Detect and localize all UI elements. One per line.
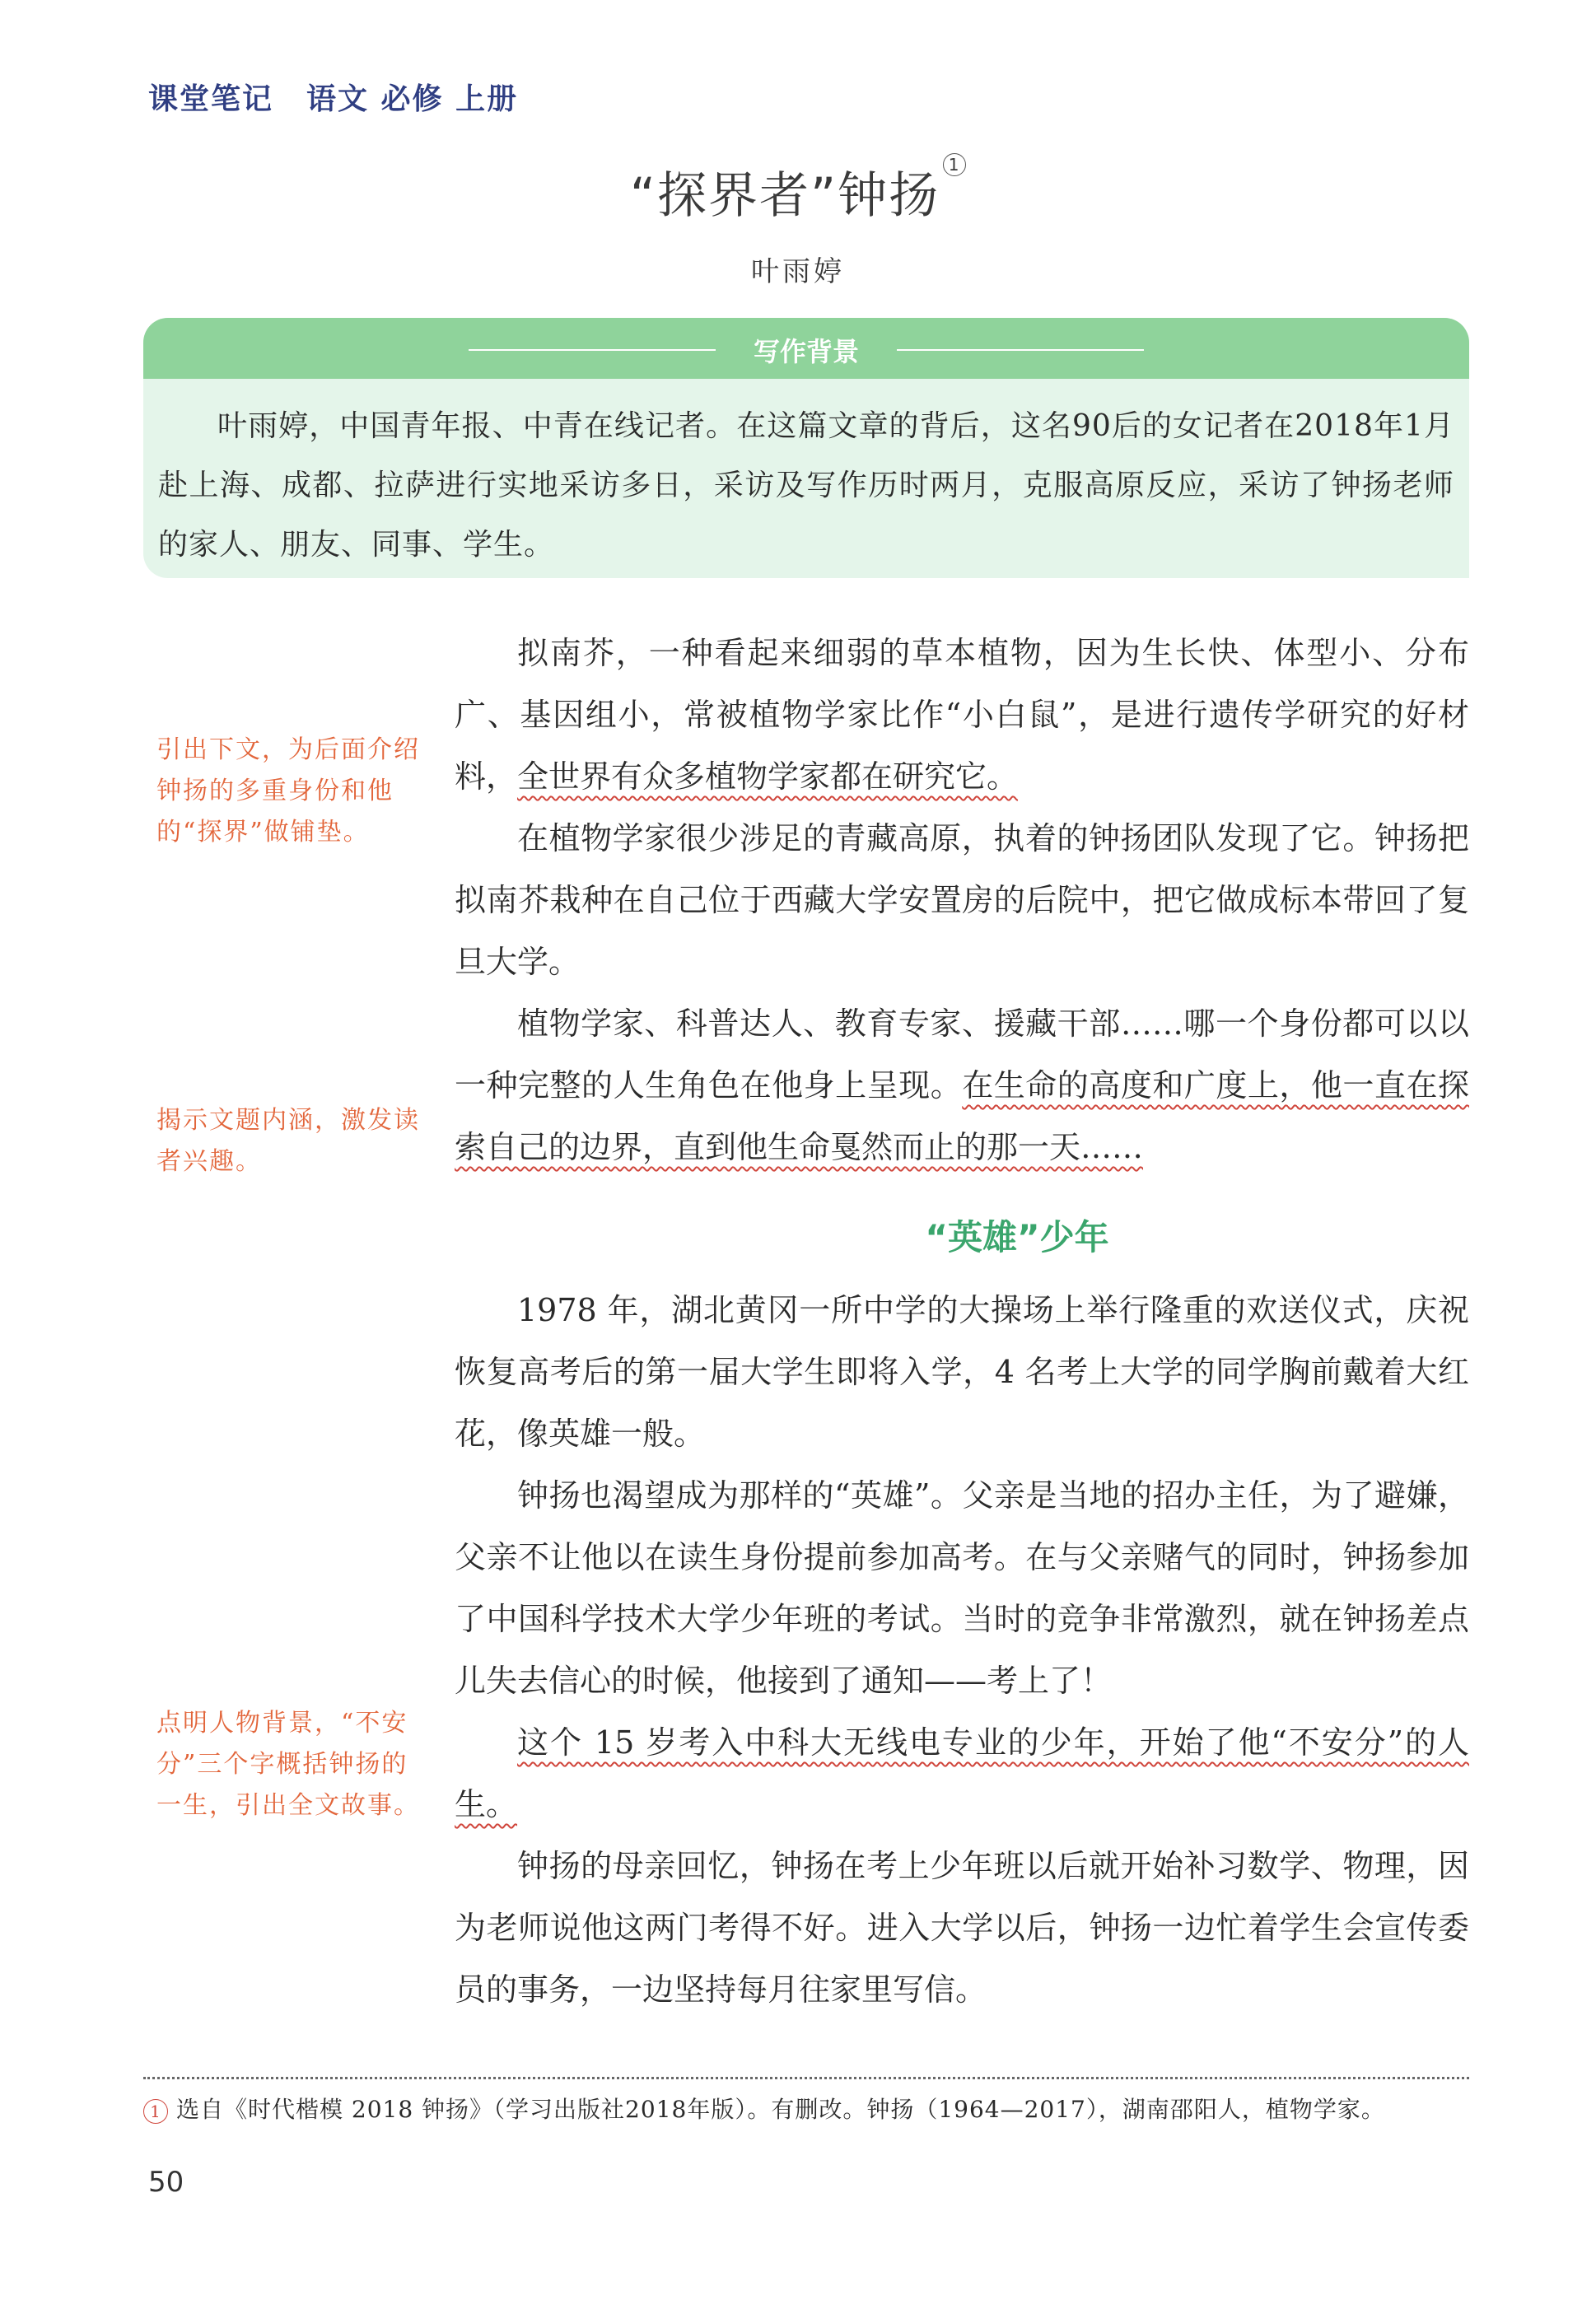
side-note: 揭示文题内涵，激发读者兴趣。 <box>156 1106 420 1176</box>
paragraph <box>455 993 1469 1178</box>
title-footnote-mark: 1 <box>943 153 966 176</box>
section-subheading: “英雄”少年 <box>925 1217 1109 1257</box>
paragraph <box>455 623 1469 808</box>
footnote-divider <box>143 2077 1469 2079</box>
writing-background-box <box>143 318 1469 578</box>
paragraph: 1978 年，湖北黄冈一所中学的大操场上举行隆重的欢送仪式，庆祝恢复高考后的第一届大学生即将入学，4 名考上大学的同学胸前戴着大红花，像英雄一般。 <box>455 1292 1469 1452</box>
book-header <box>148 76 551 118</box>
background-box-header <box>143 318 1469 379</box>
header-divider-right <box>897 349 1144 351</box>
paragraph: 钟扬也渴望成为那样的“英雄”。父亲是当地的招办主任，为了避嫌，父亲不让他以在读生身份提前参加高考。在与父亲赌气的同时，钟扬参加了中国科学技术大学少年班的考试。当时的竞争非常激烈，就在钟扬差点儿失去信心的时候，他接到了通知——考上了！ <box>455 1477 1469 1699</box>
paragraph: 钟扬的母亲回忆，钟扬在考上少年班以后就开始补习数学、物理，因为老师说他这两门考得不好。进入大学以后，钟扬一边忙着学生会宣传委员的事务，一边坚持每月往家里写信。 <box>455 1848 1469 2008</box>
article-body-part1 <box>455 623 1469 1178</box>
footnote-text: 选自《时代楷模 2018 钟扬》（学习出版社2018年版）。有删改。钟扬（1964—2017），湖南邵阳人，植物学家。 <box>176 2096 1385 2123</box>
page-number: 50 <box>148 2166 184 2199</box>
book-name: 课堂笔记 <box>148 82 274 116</box>
footnote <box>143 2092 1477 2125</box>
background-box-label: 写作背景 <box>753 336 859 367</box>
article-body-part2 <box>455 1280 1469 2021</box>
highlighted-sentence: 在生命的高度和广度上，他一直在探索自己的边界，直到他生命戛然而止的那一天…… <box>455 1067 1469 1165</box>
side-note: 引出下文，为后面介绍钟扬的多重身份和他的“探界”做铺垫。 <box>156 735 420 847</box>
page-title <box>0 156 1596 227</box>
paragraph <box>455 1712 1469 1836</box>
background-box-text: 叶雨婷，中国青年报、中青在线记者。在这篇文章的背后，这名90后的女记者在2018年1月赴上海、成都、拉萨进行实地采访多日，采访及写作历时两月，克服高原反应，采访了钟扬老师的家人、朋友、同事、学生。 <box>158 409 1454 562</box>
paragraph-text: 植物学家、科普达人、教育专家、援藏干部……哪一个身份都可以以一种完整的人生角色在他身上呈现。 <box>455 1005 1469 1103</box>
side-note: 点明人物背景，“不安分”三个字概括钟扬的一生，引出全文故事。 <box>156 1709 420 1820</box>
paragraph: 在植物学家很少涉足的青藏高原，执着的钟扬团队发现了它。钟扬把拟南芥栽种在自己位于西藏大学安置房的后院中，把它做成标本带回了复旦大学。 <box>455 820 1469 980</box>
highlighted-sentence: 这个 15 岁考入中科大无线电专业的少年，开始了他“不安分”的人生。 <box>455 1724 1469 1822</box>
author-name: 叶雨婷 <box>751 255 845 288</box>
paragraph-text: 拟南芥，一种看起来细弱的草本植物，因为生长快、体型小、分布广、基因组小，常被植物学家比作“小白鼠”，是进行遗传学研究的好材料， <box>455 635 1469 795</box>
footnote-mark: 1 <box>143 2099 168 2124</box>
subject-name: 语文 必修 上册 <box>306 82 519 116</box>
title-text: “探界者”钟扬 <box>629 167 940 225</box>
highlighted-sentence: 全世界有众多植物学家都在研究它。 <box>517 758 1019 795</box>
